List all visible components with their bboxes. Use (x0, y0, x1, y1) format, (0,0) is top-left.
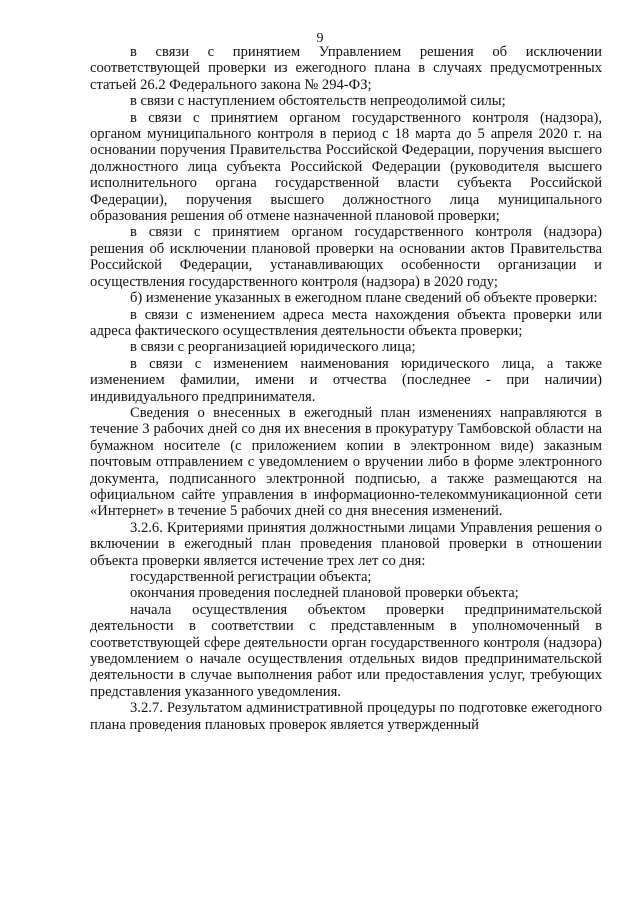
paragraph: Сведения о внесенных в ежегодный план изменениях направляются в течение 3 рабочих дней со дня их внесения в прокуратуру Тамбовской области на бумажном носителе (с приложением копии в электронном виде) заказным почтовым отправлением с уведомлением о вручении либо в форме электронного документа, подписанного электронной подписью, а также размещаются на официальном сайте управления в информационно-телекоммуникационной сети «Интернет» в течение 5 рабочих дней со дня внесения изменений. (90, 404, 602, 520)
paragraph: 3.2.7. Результатом административной процедуры по подготовке ежегодного плана проведения плановых проверок является утвержденный (90, 700, 602, 733)
paragraph: государственной регистрации объекта; (130, 569, 372, 585)
paragraph: в связи с принятием органом государственного контроля (надзора), органом муниципального контроля в период с 18 марта до 5 апреля 2020 г. на основании поручения Правительства Российской Федерации, поручения высшего должностного лица субъекта Российской Федерации (руководителя высшего исполнительного органа государственной власти субъекта Российской Федерации), поручения высшего должностного лица муниципального образования решения об отмене назначенной плановой проверки; (90, 109, 602, 225)
document-body (90, 44, 602, 733)
paragraph: в связи с изменением адреса места нахождения объекта проверки или адреса фактического осуществления деятельности объекта проверки; (90, 306, 602, 339)
paragraph: б) изменение указанных в ежегодном плане сведений об объекте проверки: (130, 290, 598, 307)
paragraph: в связи с принятием органом государственного контроля (надзора) решения об исключении плановой проверки на основании актов Правительства Российской Федерации, устанавливающих особенности организации и осуществления государственного контроля (надзора) в 2020 году; (90, 224, 602, 290)
paragraph: 3.2.6. Критериями принятия должностными лицами Управления решения о включении в ежегодный план проведения плановой проверки в отношении объекта проверки является истечение трех лет со дня: (90, 519, 602, 569)
paragraph: в связи с реорганизацией юридического лица; (130, 339, 416, 356)
paragraph: начала осуществления объектом проверки предпринимательской деятельности в соответствии с представленным в уполномоченный в соответствующей сфере деятельности орган государственного контроля (надзора) уведомлением о начале осуществления отдельных видов предпринимательской деятельности в случае выполнения работ или предоставления услуг, требующих представления указанного уведомления. (90, 601, 602, 700)
page-number: 9 (316, 31, 324, 46)
paragraph: в связи с изменением наименования юридического лица, а также изменением фамилии, имени и отчества (последнее - при наличии) индивидуального предпринимателя. (90, 355, 602, 405)
paragraph: в связи с принятием Управлением решения об исключении соответствующей проверки из ежегодного плана в случаях предусмотренных статьей 26.2 Федерального закона № 294-ФЗ; (90, 44, 602, 93)
paragraph: в связи с наступлением обстоятельств непреодолимой силы; (130, 93, 506, 110)
paragraph: окончания проведения последней плановой проверки объекта; (130, 585, 519, 602)
